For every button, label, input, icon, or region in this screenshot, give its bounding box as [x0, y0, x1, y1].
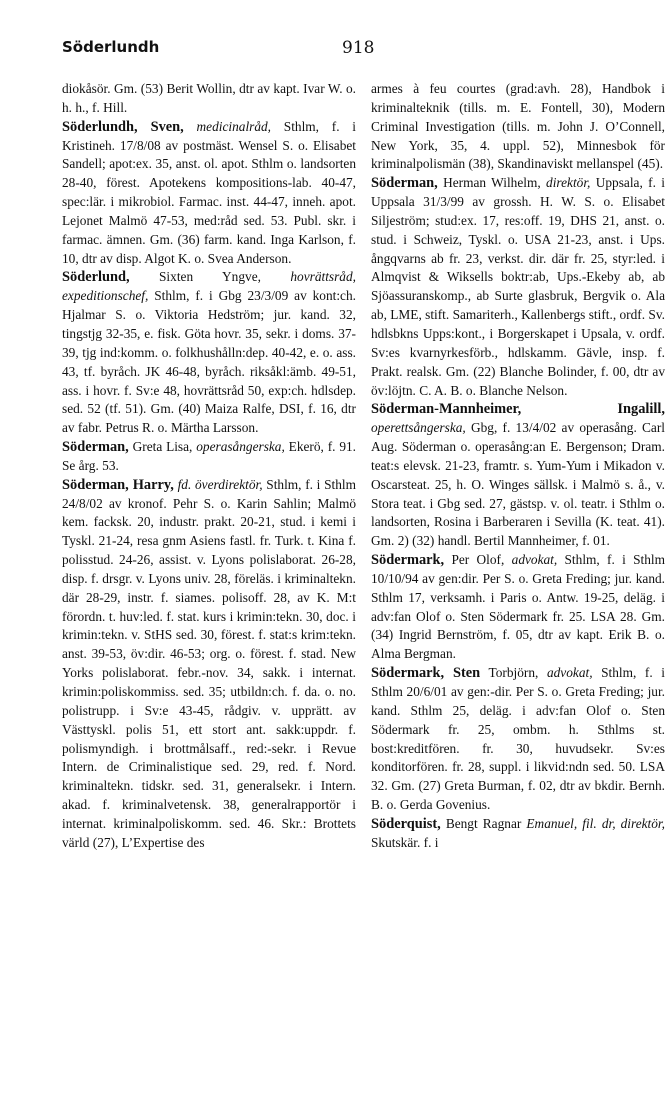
- running-head: Söderlundh: [62, 38, 160, 56]
- entry-given-names: Bengt Ragnar: [445, 815, 522, 831]
- entry-text: Sthlm, f. i Sthlm 20/6/01 av gen:-dir. Per S. o. Greta Freding; jur. kand. Sthlm 25, deläg. i adv:fan Olof o. Sten Södermark fr. 25, ombm. h. Sthlms st. bost:kreditfören. fr. 30, huvudsekr. Sv:es konditorfören. fr. 28, suppl. i likvid:ndn sed. 50. LSA 32. Gm. (27) Greta Burman, f. 02, dtr av bkdir. Bernh. B. o. Gerda Govenius.: [371, 665, 665, 813]
- entry-title: advokat,: [546, 665, 593, 681]
- entry-text: Sthlm, f. i Sthlm 24/8/02 av kronof. Pehr S. o. Karin Sahlin; Malmö kem. facksk. 20, industr. prakt. 20-21, stud. i kemi i Tyskl. 21-24, resa gnm Asiens fastl. fr. Turk. t. Kina f. polisstud. 24-26, assist. v. Lyons polislaborat. 26-28, disp. f. drsgr. v. Lyons univ. 28, föreläs. i kriminaltekn. där 28-29, instr. f. siames. polisoff. 28, av K. M:t förordn. t. huv:led. f. stat. kurs i krimin:tekn. 30, doc. i krimin:tekn. v. StHS sed. 30, förest. f. stat:s krim:tekn. anst. 39-53, öv:dir. 46-53; org. o. förest. f. stad. New Yorks polislaborat. febr.-nov. 34, sakk. i internat. krimin:poliskommiss. sed. 35; utbildn:ch. f. da. o. no. polistrupp. i Sv:e 43-45, rådgiv. v. upprätt. av Västtyskl. polis 51, ett stort ant. sakk:uppdr. f. polismyndigh. i brottmålsaff., red:-sekr. i Revue Intern. de Criminalistique sed. 29, red. f. Nord. kriminaltekn. tidskr. sed. 31, generalsekr. i Intern. akad. f. kriminalvetensk. 38, generalrapportör i internat. kriminalpoliskomm. sed. 46. Skr.: Brottets värld (27), L’Expertise des: [62, 476, 356, 850]
- right-column: [371, 80, 665, 853]
- entry-name: Söderlund,: [62, 269, 130, 286]
- entry-name: Söderquist,: [371, 815, 441, 832]
- entry-title: advokat,: [511, 552, 558, 568]
- entry-soderquist-bengt: [371, 815, 665, 853]
- entry-name: Söderman,: [371, 175, 438, 192]
- entry-title: direktör,: [546, 175, 591, 191]
- page-header: [62, 38, 658, 62]
- entry-title: Emanuel, fil. dr, direktör,: [526, 815, 665, 831]
- entry-text: Uppsala, f. i Uppsala 31/3/99 av grossh. H. W. S. o. Elisabet Siljeström; stud:ex. 17, res:off. 19, DHS 21, anst. o. stud. i Schweiz, Tyskl. o. USA 21-23, anst. i Ups. ångqvarns ab fr. 23, verkst. dir. där fr. 25, styr:led. i Almqvist & Wiksells boktr:ab, Ups.-Ekeby ab, ab Sjöassuranskomp., ab Surte glasbruk, Bergvik o. Ala ab, LME, stift. Samariterh., Kallenbergs stift., ordf. Sv. hdlsbkns Upps:kont., i Borgerskapet i Upsala, v. ordf. Sv:es kvarnyrkesförb., hdlskamm. Gävle, insp. f. Prakt. realsk. Gm. (22) Blanche Bolinder, f. 00, dtr av öv:löjtn. C. A. B. o. Blanche Nelson.: [371, 175, 665, 398]
- continuation-text: armes à feu courtes (grad:avh. 28), Handbok i kriminalteknik (tills. m. E. Fontell, 30), Modern Criminal Investigation (tills. m. John J. O’Connell, New York, 35, 4. uppl. 52), Minnesbok för kriminalpolismän (38), Skandinaviskt mellanspel (45).: [371, 81, 665, 172]
- entry-sodermark-sten: [371, 664, 665, 815]
- entry-soderman-herman: [371, 174, 665, 400]
- entry-text: Gbg, f. 13/4/02 av operasång. Carl Aug. Söderman o. operasång:an E. Bergenson; Dram. teat:s elevsk. 21-23, framtr. s. Yum-Yum i Mikadon v. Oscarsteat. 25, h. O. Winges sällsk. i Malmö s. å., v. Stora teat. i Gbg sed. 27, gästsp. v. ol. teatr. i Sthlm o. landsorten, Rosina i Barberaren i Sevilla (K. teat. 41). Gm. 2) (32) handl. Bertil Mannheimer, f. 01.: [371, 420, 665, 549]
- entry-name: Söderman-Mannheimer, Ingalill,: [371, 401, 665, 418]
- page-number: 918: [342, 38, 375, 58]
- entry-name: Söderman, Harry,: [62, 476, 174, 493]
- entry-title: operettsångerska,: [371, 420, 466, 436]
- entry-text: Sthlm, f. i Gbg 23/3/09 av kont:ch. Hjalmar S. o. Viktoria Hedström; jur. kand. 32, tingstjg 32-35, e. fisk. Göta hovr. 35, sekr. i doms. 37-39, tjg ind:komm. o. folkhushålln:dep. 40-42, e. o. ass. 43, tf. byråch. JK 46-48, byråch. riksåkl:ämb. 49-51, ass. i hovr. f. Sv:e 48, hovrättsråd 50, exp:ch. hdlsdep. sed. 52 (tf. 51). Gm. (40) Maiza Ralfe, DSI, f. 16, dtr av fabr. Petrus R. o. Märtha Larsson.: [62, 288, 356, 436]
- entry-text: Skutskär. f. i: [371, 834, 439, 850]
- entry-title: fd. överdirektör,: [177, 476, 263, 492]
- left-column: [62, 80, 356, 853]
- entry-given-names: Per Olof,: [451, 552, 505, 568]
- entry-given-names: Herman Wilhelm,: [443, 175, 541, 191]
- entry-sodermark-per-olof: [371, 551, 665, 664]
- entry-name: Södermark,: [371, 552, 445, 569]
- entry-name: Söderman,: [62, 439, 129, 456]
- entry-given-names: Sixten Yngve,: [159, 269, 261, 285]
- entry-soderman-greta: [62, 438, 356, 476]
- entry-given-names: Torbjörn,: [488, 665, 539, 681]
- entry-title: medicinalråd,: [196, 118, 272, 134]
- entry-text: Sthlm, f. i Kristineh. 17/8/08 av postmäst. Wensel S. o. Elisabet Sandell; apot:ex. 35, anst. ol. apot. Sthlm o. landsorten 28-40, förest. Apotekens kompositions-lab. 40-47, spec:lär. i mikrobiol. Farmac. inst. 44-47, inneh. apot. Lejonet Malmö 47-53, med:råd sed. 53. Publ. skr. i farmac. ämnen. Gm. (36) farm. kand. Inga Karlson, f. 10, dtr av disp. Algot K. o. Svea Anderson.: [62, 118, 356, 266]
- entry-text: Ekerö, f. 91. Se årg. 53.: [62, 439, 356, 473]
- entry-given-names: Greta Lisa,: [132, 439, 193, 455]
- entry-title: operasångerska,: [196, 439, 285, 455]
- entry-title: hovrättsråd, expeditionschef,: [62, 269, 356, 304]
- continuation-text: diokåsör. Gm. (53) Berit Wollin, dtr av kapt. Ivar W. o. h. h., f. Hill.: [62, 81, 356, 115]
- entry-name: Södermark, Sten: [371, 665, 481, 682]
- entry-soderlundh-sven: [62, 118, 356, 269]
- entry-soderman-harry: [62, 476, 356, 853]
- entry-soderlund-sixten: [62, 268, 356, 438]
- entry-text: Sthlm, f. i Sthlm 10/10/94 av gen:dir. Per S. o. Greta Freding; jur. kand. Sthlm 17, verksamh. i Paris o. Antw. 19-25, deläg. i adv:fan Olof o. Sten Södermark fr. 25. LSA 28. Gm. (34) Ingrid Bernström, f. 05, dtr av kapt. Erik B. o. Alma Bergman.: [371, 552, 665, 662]
- entry-soderman-mannheimer-ingalill: [371, 400, 665, 551]
- entry-name: Söderlundh, Sven,: [62, 118, 184, 135]
